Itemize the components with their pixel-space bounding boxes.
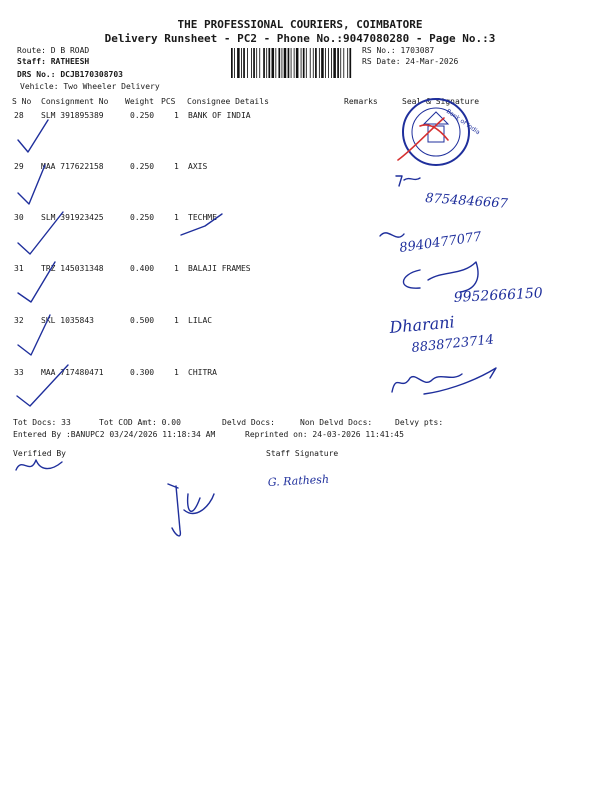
- tick-mark-28: [18, 120, 48, 152]
- middle-signature: [168, 484, 214, 536]
- col-consignment: Consignment No: [41, 97, 109, 106]
- tot-docs: Tot Docs: 33: [13, 418, 71, 427]
- vehicle-label: Vehicle: Two Wheeler Delivery: [20, 82, 160, 91]
- route-label: Route: D B ROAD: [17, 46, 90, 55]
- col-weight: Weight: [125, 97, 154, 106]
- phone-30: 8940477077: [398, 229, 483, 256]
- tot-cod-amt: Tot COD Amt: 0.00: [99, 418, 181, 427]
- staff-label: Staff: RATHEESH: [17, 57, 90, 66]
- non-delvd-docs: Non Delvd Docs:: [300, 418, 373, 427]
- runsheet-title: Delivery Runsheet - PC2 - Phone No.:9047080280 - Page No.:3: [104, 32, 496, 45]
- signature-30: [380, 233, 404, 237]
- row-sno: 29: [14, 162, 24, 171]
- phone-32: 8838723714: [410, 332, 495, 356]
- verified-by-signature: [16, 460, 62, 470]
- row-sno: 31: [14, 264, 24, 273]
- row-pcs: 1: [174, 213, 179, 222]
- signature-31: [403, 262, 478, 292]
- signature-33: [392, 374, 462, 392]
- phone-29: 8754846667: [424, 191, 509, 212]
- rs-date: RS Date: 24-Mar-2026: [362, 57, 459, 66]
- col-pcs: PCS: [161, 97, 176, 106]
- row-weight: 0.250: [130, 162, 155, 171]
- reprinted-on: Reprinted on: 24-03-2026 11:41:45: [245, 430, 404, 439]
- rs-number: RS No.: 1703087: [362, 46, 435, 55]
- row-consignment: SLM 391923425: [41, 213, 104, 222]
- row-consignee: BANK OF INDIA: [188, 111, 251, 120]
- row-consignment: MAA 717480471: [41, 368, 104, 377]
- verified-by-label: Verified By: [13, 449, 66, 458]
- row-weight: 0.300: [130, 368, 155, 377]
- company-title: THE PROFESSIONAL COURIERS, COIMBATORE: [177, 18, 423, 31]
- row-pcs: 1: [174, 162, 179, 171]
- staff-handwritten-signature: G. Rathesh: [267, 472, 330, 489]
- row-consignee: TECHME: [188, 213, 217, 222]
- row-sno: 33: [14, 368, 24, 377]
- col-consignee: Consignee Details: [187, 97, 269, 106]
- staff-signature-label: Staff Signature: [266, 449, 339, 458]
- col-remarks: Remarks: [344, 97, 378, 106]
- col-seal-signature: Seal & Signature: [402, 97, 480, 106]
- delvy-pts: Delvy pts:: [395, 418, 444, 427]
- row-consignee: LILAC: [188, 316, 213, 325]
- row-consignment: SKL 1035843: [41, 316, 94, 325]
- bank-stamp-image: [398, 99, 481, 165]
- row-weight: 0.400: [130, 264, 155, 273]
- drs-number: DRS No.: DCJB170308703: [17, 70, 123, 79]
- col-sno: S No: [12, 97, 32, 106]
- row-pcs: 1: [174, 111, 179, 120]
- row-sno: 30: [14, 213, 24, 222]
- row-consignment: SLM 391895389: [41, 111, 104, 120]
- row-pcs: 1: [174, 264, 179, 273]
- entered-by: Entered By :BANUPC2 03/24/2026 11:18:34 AM: [13, 430, 216, 439]
- row-consignee: AXIS: [188, 162, 208, 171]
- barcode-image: [231, 48, 355, 78]
- stamp-bank-name: Bank of India: [444, 107, 482, 137]
- row-consignment: MAA 717622158: [41, 162, 104, 171]
- signature-29: [396, 176, 420, 186]
- row-consignee: CHITRA: [188, 368, 217, 377]
- row-consignee: BALAJI FRAMES: [188, 264, 251, 273]
- signature-33-scrawl: [424, 368, 496, 394]
- row-weight: 0.250: [130, 213, 155, 222]
- row-sno: 28: [14, 111, 24, 120]
- row-consignment: TRZ 145031348: [41, 264, 104, 273]
- row-weight: 0.250: [130, 111, 155, 120]
- delvd-docs: Delvd Docs:: [222, 418, 275, 427]
- phone-31: 9952666150: [453, 285, 544, 306]
- row-sno: 32: [14, 316, 24, 325]
- row-weight: 0.500: [130, 316, 155, 325]
- row-pcs: 1: [174, 316, 179, 325]
- name-32: Dharani: [388, 312, 456, 337]
- row-pcs: 1: [174, 368, 179, 377]
